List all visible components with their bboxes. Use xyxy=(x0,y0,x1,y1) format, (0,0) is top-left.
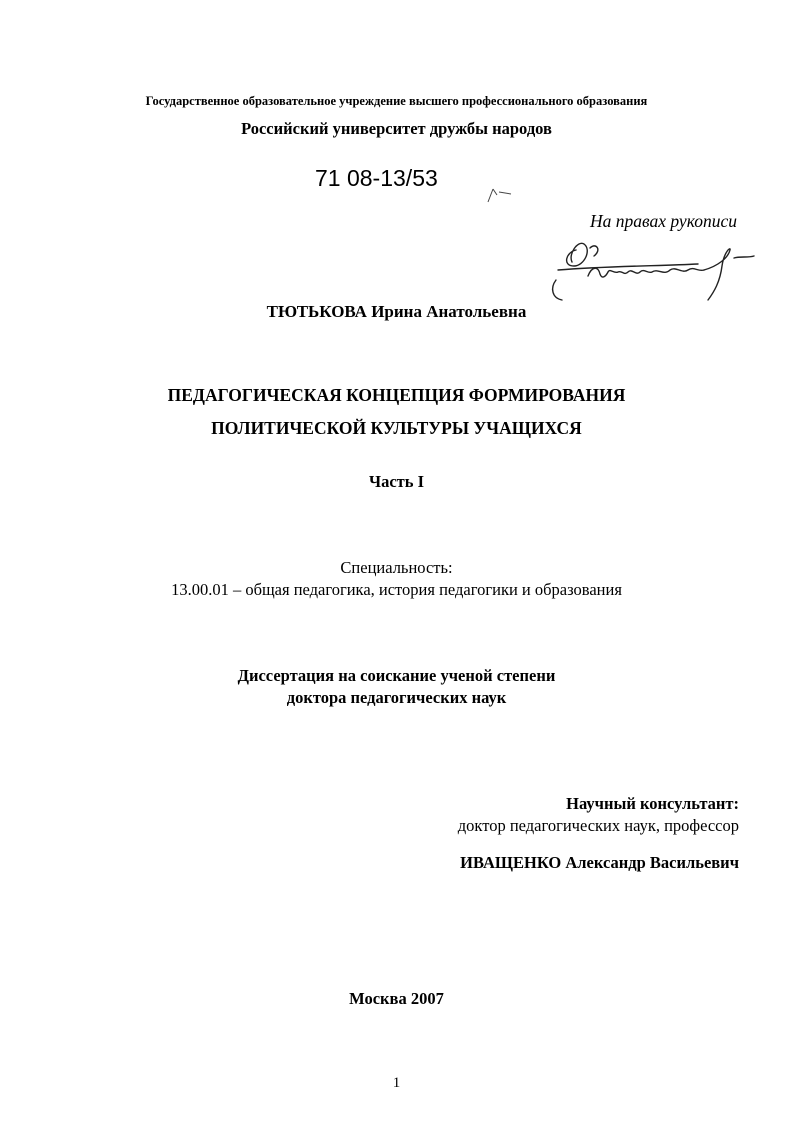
manuscript-rights-note: На правах рукописи xyxy=(590,211,737,231)
consultant-label: Научный консультант: xyxy=(566,794,739,813)
pen-mark xyxy=(485,183,513,205)
page-number: 1 xyxy=(392,1075,401,1091)
institution-line: Государственное образовательное учреждение высшего профессионального образования xyxy=(145,94,648,108)
specialty-value: 13.00.01 – общая педагогика, история педагогики и образования xyxy=(171,580,622,599)
specialty-label: Специальность: xyxy=(340,558,453,577)
stamp-number: 71 08-13/53 xyxy=(315,165,438,191)
handwritten-signature xyxy=(548,236,760,306)
dissertation-title-line1: ПЕДАГОГИЧЕСКАЯ КОНЦЕПЦИЯ ФОРМИРОВАНИЯ xyxy=(167,385,626,405)
city-year: Москва 2007 xyxy=(349,989,444,1008)
degree-line2: доктора педагогических наук xyxy=(286,688,507,707)
university-name: Российский университет дружбы народов xyxy=(241,119,552,138)
consultant-degree: доктор педагогических наук, профессор xyxy=(457,816,739,835)
author-name: ТЮТЬКОВА Ирина Анатольевна xyxy=(266,302,527,321)
degree-line1: Диссертация на соискание ученой степени xyxy=(237,666,556,685)
dissertation-title-line2: ПОЛИТИЧЕСКОЙ КУЛЬТУРЫ УЧАЩИХСЯ xyxy=(211,418,582,438)
part-label: Часть I xyxy=(368,472,425,491)
consultant-name: ИВАЩЕНКО Александр Васильевич xyxy=(460,853,739,872)
